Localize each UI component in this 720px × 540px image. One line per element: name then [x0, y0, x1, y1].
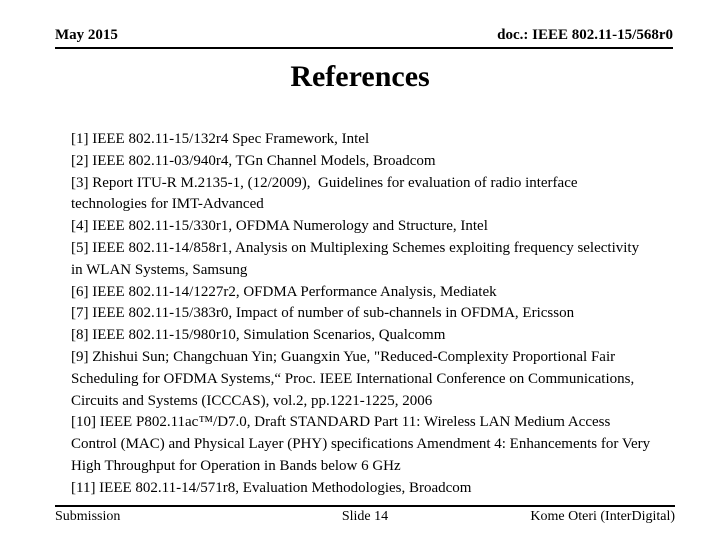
footer-author: Kome Oteri (InterDigital)	[530, 509, 676, 524]
reference-item: [8] IEEE 802.11-15/980r10, Simulation Scenarios, Qualcomm	[71, 327, 446, 344]
reference-item: [1] IEEE 802.11-15/132r4 Spec Framework, Intel	[71, 131, 370, 147]
reference-item: [7] IEEE 802.11-15/383r0, Impact of number of sub-channels in OFDMA, Ericsson	[71, 305, 575, 322]
reference-item: [2] IEEE 802.11-03/940r4, TGn Channel Models, Broadcom	[71, 152, 436, 169]
header-date: May 2015	[55, 27, 118, 43]
footer-divider	[55, 505, 675, 507]
reference-item: [9] Zhishui Sun; Changchuan Yin; Guangxin Yue, "Reduced-Complexity Proportional Fair Scheduling for OFDMA Systems,“ Proc. IEEE International Conference on Communications, Circuits and Systems (ICCCAS), vol.2, pp.1221-1225, 2006	[71, 348, 635, 409]
reference-item: [4] IEEE 802.11-15/330r1, OFDMA Numerology and Structure, Intel	[71, 218, 488, 235]
footer-submission-label: Submission	[55, 509, 121, 524]
slide-header	[55, 27, 673, 44]
header-divider	[55, 47, 673, 49]
references-list	[71, 129, 651, 500]
reference-item: [6] IEEE 802.11-14/1227r2, OFDMA Performance Analysis, Mediatek	[71, 283, 497, 300]
page-title: References	[290, 60, 430, 93]
reference-item: [11] IEEE 802.11-14/571r8, Evaluation Methodologies, Broadcom	[71, 479, 472, 496]
reference-item: [3] Report ITU-R M.2135-1, (12/2009), Guidelines for evaluation of radio interface technologies for IMT-Advanced	[71, 174, 578, 213]
reference-item: [10] IEEE P802.11ac™/D7.0, Draft STANDARD Part 11: Wireless LAN Medium Access Control (MAC) and Physical Layer (PHY) specifications Amendment 4: Enhancements for Very High Throughput for Operation in Bands below 6 GHz	[71, 414, 651, 474]
footer-slide-number: Slide 14	[341, 509, 389, 524]
reference-item: [5] IEEE 802.11-14/858r1, Analysis on Multiplexing Schemes exploiting frequency selectivity in WLAN Systems, Samsung	[71, 239, 640, 278]
slide-footer	[55, 509, 675, 525]
header-doc-number: doc.: IEEE 802.11-15/568r0	[497, 27, 673, 43]
